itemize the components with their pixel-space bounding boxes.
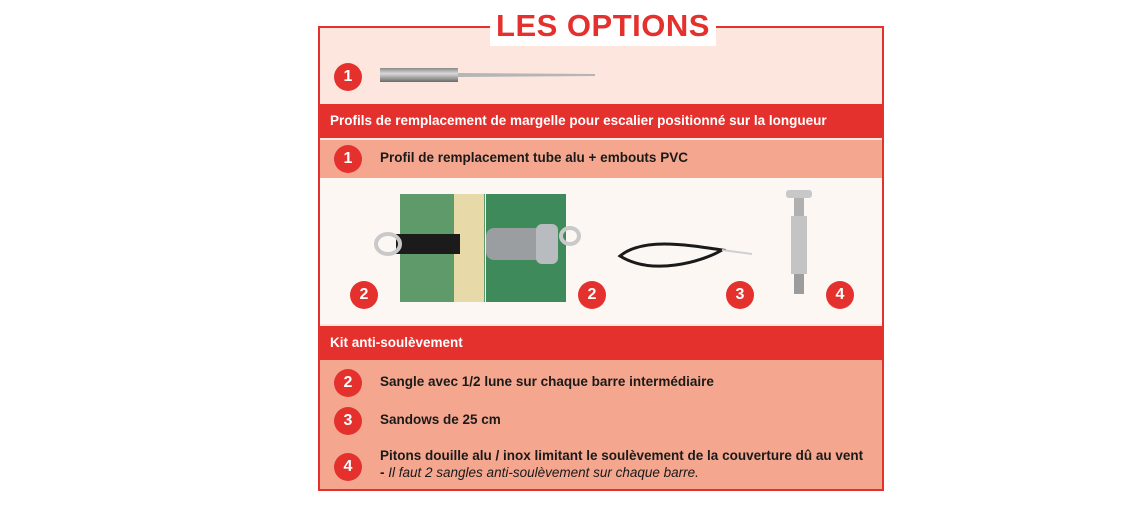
number-badge: 1: [334, 63, 362, 91]
number-badge: 2: [334, 369, 362, 397]
number-badge: 3: [334, 407, 362, 435]
item-label: Profil de remplacement tube alu + embouts PVC: [380, 150, 688, 165]
item-label-note: Il faut 2 sangles anti-soulèvement sur chaque barre.: [388, 465, 699, 480]
number-badge: 2: [578, 281, 606, 309]
page-title: LES OPTIONS: [490, 6, 716, 46]
strap-photo: [370, 194, 485, 302]
number-badge: 4: [334, 453, 362, 481]
item-label: Sandows de 25 cm: [380, 412, 501, 427]
tube-end-photo: [486, 194, 581, 302]
section-heading-profiles: Profils de remplacement de margelle pour escalier positionné sur la longueur: [320, 104, 882, 138]
number-badge: 2: [350, 281, 378, 309]
number-badge: 4: [826, 281, 854, 309]
tube-profile-image: [380, 64, 600, 86]
item-label: Sangle avec 1/2 lune sur chaque barre intermédiaire: [380, 374, 714, 389]
number-badge: 3: [726, 281, 754, 309]
item-label-sep: -: [380, 465, 389, 480]
bungee-cord-photo: [612, 236, 762, 276]
item-label-main: Pitons douille alu / inox limitant le soulèvement de la couverture dû au vent: [380, 448, 864, 463]
section-heading-kit: Kit anti-soulèvement: [320, 326, 882, 360]
number-badge: 1: [334, 145, 362, 173]
piton-photo: [780, 190, 820, 298]
item-label: [380, 447, 870, 481]
